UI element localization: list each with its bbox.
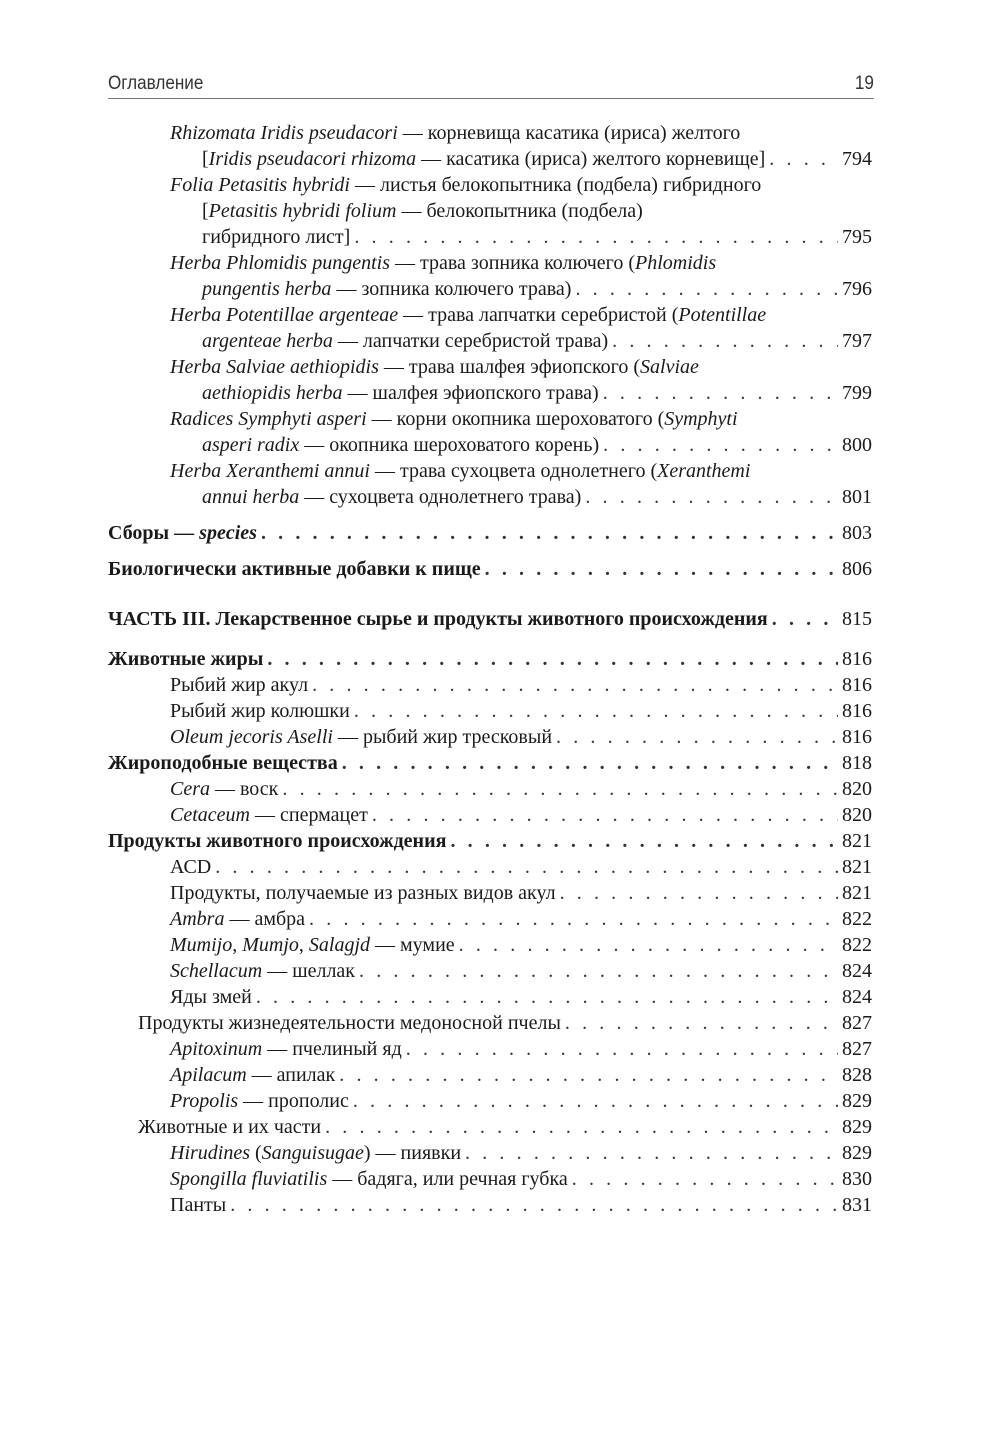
dot-leader	[372, 802, 838, 828]
page-number: 816	[842, 648, 872, 670]
dot-leader	[312, 672, 838, 698]
toc-entry-symphyti[interactable]: asperi radix — окопника шероховатого корень) . . . 800	[108, 432, 872, 458]
toc-entry-potentillae[interactable]: argenteae herba — лапчатки серебристой трава) . . . 797	[108, 328, 872, 354]
dot-leader	[325, 1114, 838, 1140]
toc-entry-petasitis-line1: Folia Petasitis hybridi — листья белокопытника (подбела) гибридного	[170, 174, 762, 196]
toc-entry-yady[interactable]: Яды змей . . . 824	[108, 984, 872, 1010]
page-number: 795	[842, 226, 872, 248]
page-number: 794	[842, 148, 872, 170]
dot-leader	[353, 1088, 838, 1114]
toc-entry-cetaceum[interactable]: Cetaceum — спермацет . . . 820	[108, 802, 872, 828]
toc-entry-xeranthemi[interactable]: annui herba — сухоцвета однолетнего трава) . . . 801	[108, 484, 872, 510]
page-number: 818	[842, 752, 872, 774]
dot-leader	[450, 828, 838, 854]
dot-leader	[354, 698, 838, 724]
dot-leader	[565, 1010, 838, 1036]
header-page-number: 19	[854, 73, 874, 94]
toc-entry-iridis-line1: Rhizomata Iridis pseudacori — корневища касатика (ириса) желтого	[170, 122, 741, 144]
toc-entry-cera[interactable]: Cera — воск . . . 820	[108, 776, 872, 802]
dot-leader	[560, 880, 838, 906]
toc-entry-part3[interactable]: ЧАСТЬ III. Лекарственное сырье и продукты животного происхождения . . . 815	[108, 606, 872, 632]
dot-leader	[485, 556, 838, 582]
page-number: 820	[842, 778, 872, 800]
dot-leader	[585, 484, 838, 510]
page-number: 827	[842, 1038, 872, 1060]
dot-leader	[603, 380, 838, 406]
toc-entry-asd[interactable]: АСD . . . 821	[108, 854, 872, 880]
dot-leader	[354, 224, 838, 250]
page-number: 815	[842, 608, 872, 630]
toc-entry-zhiry[interactable]: Животные жиры . . . 816	[108, 646, 872, 672]
page-number: 803	[842, 522, 872, 544]
page-number: 828	[842, 1064, 872, 1086]
toc-entry-panty[interactable]: Панты . . . 831	[108, 1192, 872, 1218]
toc-entry-hirudines[interactable]: Hirudines (Sanguisugae) — пиявки . . . 829	[108, 1140, 872, 1166]
dot-leader	[256, 984, 838, 1010]
toc-entry-xeranthemi-line1: Herba Xeranthemi annui — трава сухоцвета однолетнего (Xeranthemi	[170, 460, 751, 482]
running-header	[108, 72, 874, 99]
toc-entry-kolyushki[interactable]: Рыбий жир колюшки . . . 816	[108, 698, 872, 724]
dot-leader	[769, 146, 838, 172]
dot-leader	[215, 854, 838, 880]
toc-entry-salviae[interactable]: aethiopidis herba — шалфея эфиопского трава) . . . 799	[108, 380, 872, 406]
dot-leader	[459, 932, 838, 958]
page-number: 824	[842, 986, 872, 1008]
toc-entry-iridis[interactable]: [Iridis pseudacori rhizoma — касатика (ириса) желтого корневище] . . . 794	[108, 146, 872, 172]
page-number: 816	[842, 700, 872, 722]
toc-entry-apilacum[interactable]: Apilacum — апилак . . . 828	[108, 1062, 872, 1088]
page-number: 801	[842, 486, 872, 508]
dot-leader	[612, 328, 838, 354]
toc-entry-bad[interactable]: Биологически активные добавки к пище . . . 806	[108, 556, 872, 582]
table-of-contents	[108, 120, 872, 1218]
page-number: 829	[842, 1142, 872, 1164]
toc-entry-phlomidis[interactable]: pungentis herba — зопника колючего трава) . . . 796	[108, 276, 872, 302]
page-number: 822	[842, 934, 872, 956]
toc-entry-schellacum[interactable]: Schellacum — шеллак . . . 824	[108, 958, 872, 984]
dot-leader	[267, 646, 838, 672]
page-number: 830	[842, 1168, 872, 1190]
dot-leader	[230, 1192, 838, 1218]
toc-entry-symphyti-line1: Radices Symphyti asperi — корни окопника шероховатого (Symphyti	[170, 408, 738, 430]
page-number: 816	[842, 674, 872, 696]
page-number: 831	[842, 1194, 872, 1216]
dot-leader	[309, 906, 838, 932]
page-number: 821	[842, 856, 872, 878]
dot-leader	[339, 1062, 838, 1088]
page-number: 829	[842, 1090, 872, 1112]
page-number: 824	[842, 960, 872, 982]
toc-entry-spongilla[interactable]: Spongilla fluviatilis — бадяга, или речная губка . . . 830	[108, 1166, 872, 1192]
dot-leader	[465, 1140, 838, 1166]
dot-leader	[603, 432, 838, 458]
page-number: 799	[842, 382, 872, 404]
dot-leader	[406, 1036, 838, 1062]
dot-leader	[359, 958, 838, 984]
dot-leader	[261, 520, 838, 546]
dot-leader	[342, 750, 838, 776]
page-number: 821	[842, 882, 872, 904]
toc-entry-petasitis-line2: [Petasitis hybridi folium — белокопытника (подбела)	[202, 200, 643, 222]
dot-leader	[572, 1166, 838, 1192]
toc-entry-zhiropodobnye[interactable]: Жироподобные вещества . . . 818	[108, 750, 872, 776]
page-number: 806	[842, 558, 872, 580]
toc-entry-salviae-line1: Herba Salviae aethiopidis — трава шалфея эфиопского (Salviae	[170, 356, 699, 378]
toc-entry-pchely[interactable]: Продукты жизнедеятельности медоносной пчелы . . . 827	[108, 1010, 872, 1036]
header-title: Оглавление	[108, 73, 204, 94]
toc-entry-oleum[interactable]: Oleum jecoris Aselli — рыбий жир тресковый . . . 816	[108, 724, 872, 750]
dot-leader	[575, 276, 838, 302]
page-number: 820	[842, 804, 872, 826]
page-number: 821	[842, 830, 872, 852]
dot-leader	[772, 606, 838, 632]
dot-leader	[556, 724, 838, 750]
dot-leader	[282, 776, 838, 802]
toc-entry-zhivotnye[interactable]: Животные и их части . . . 829	[108, 1114, 872, 1140]
toc-entry-ambra[interactable]: Ambra — амбра . . . 822	[108, 906, 872, 932]
toc-entry-mumijo[interactable]: Mumijo, Mumjo, Salagjd — мумие . . . 822	[108, 932, 872, 958]
page-number: 800	[842, 434, 872, 456]
page-number: 829	[842, 1116, 872, 1138]
toc-entry-produkty[interactable]: Продукты животного происхождения . . . 821	[108, 828, 872, 854]
page-number: 796	[842, 278, 872, 300]
toc-entry-akul[interactable]: Рыбий жир акул . . . 816	[108, 672, 872, 698]
page-number: 797	[842, 330, 872, 352]
toc-entry-potentillae-line1: Herba Potentillae argenteae — трава лапчатки серебристой (Potentillae	[170, 304, 767, 326]
toc-entry-petasitis[interactable]: гибридного лист] . . . 795	[108, 224, 872, 250]
toc-entry-apitoxinum[interactable]: Apitoxinum — пчелиный яд . . . 827	[108, 1036, 872, 1062]
toc-entry-phlomidis-line1: Herba Phlomidis pungentis — трава зопника колючего (Phlomidis	[170, 252, 717, 274]
toc-entry-produkty-akul[interactable]: Продукты, получаемые из разных видов акул . . . 821	[108, 880, 872, 906]
toc-entry-sbory[interactable]: Сборы — species . . . 803	[108, 520, 872, 546]
page-number: 827	[842, 1012, 872, 1034]
toc-entry-propolis[interactable]: Propolis — прополис . . . 829	[108, 1088, 872, 1114]
page-number: 822	[842, 908, 872, 930]
page-number: 816	[842, 726, 872, 748]
